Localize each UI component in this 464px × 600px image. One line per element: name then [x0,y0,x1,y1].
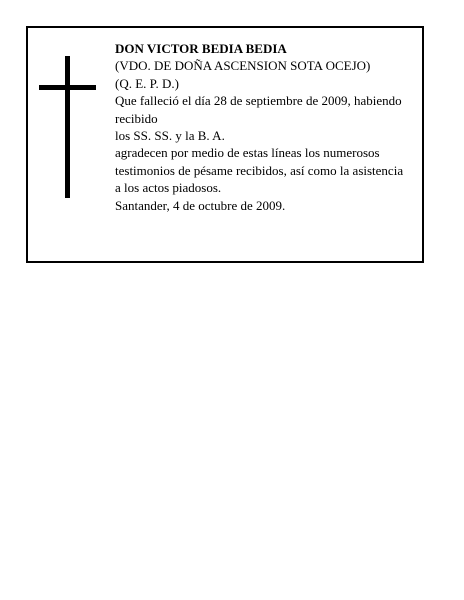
body-line: los SS. SS. y la B. A. [115,128,225,144]
rip-line: (Q. E. P. D.) [115,75,179,91]
body-line: Que falleció el día 28 de septiembre de 2009, habiendo [115,93,402,109]
body-line: a los actos piadosos. [115,180,222,196]
notice-text [115,40,420,214]
obituary-notice [26,26,424,263]
cross-vertical-bar [65,56,70,198]
body-line: testimonios de pésame recibidos, así como la asistencia [115,162,404,178]
body-line: recibido [115,110,158,126]
body-line: agradecen por medio de estas líneas los numerosos [115,145,380,161]
spouse-line: (VDO. DE DOÑA ASCENSION SOTA OCEJO) [115,58,371,74]
deceased-name: DON VICTOR BEDIA BEDIA [115,41,287,56]
cross-horizontal-bar [39,85,96,90]
closing-line: Santander, 4 de octubre de 2009. [115,197,286,213]
